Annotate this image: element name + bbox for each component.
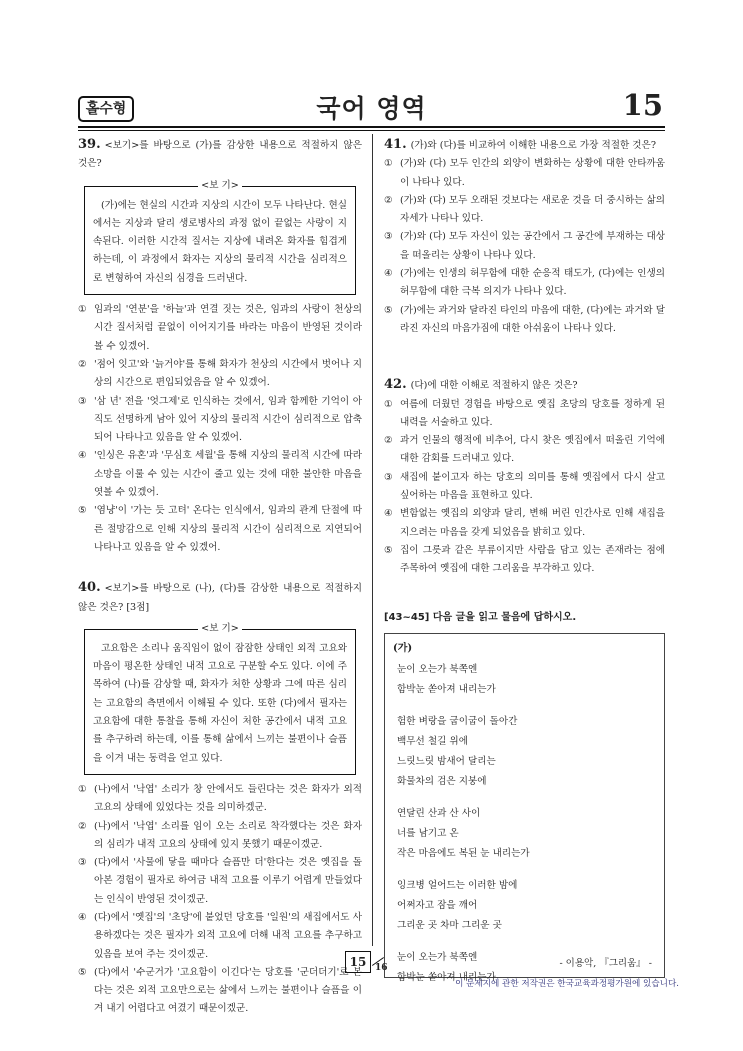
footer-page-indicator xyxy=(345,951,391,977)
poem-line: 너를 남기고 온 xyxy=(397,828,459,840)
bogi-box xyxy=(84,622,356,775)
option[interactable]: ⑤ 집이 그릇과 같은 부류이지만 사람을 담고 있는 존재라는 점에 주목하여 옛집에 대한 그리움을 부각하고 있다. xyxy=(384,544,665,575)
option[interactable]: ② (가)와 (다) 모두 오래된 것보다는 새로운 것을 더 중시하는 삶의 자세가 나타나 있다. xyxy=(384,194,665,225)
header-rule xyxy=(78,126,665,128)
copyright-notice: 이 문제지에 관한 저작권은 한국교육과정평가원에 있습니다. xyxy=(455,979,679,989)
page-number: 15 xyxy=(622,88,663,122)
option[interactable]: ② 과거 인물의 행적에 비추어, 다시 찾은 옛집에서 떠올린 기억에 대한 감회를 드러내고 있다. xyxy=(384,435,665,465)
option[interactable]: ① 임과의 '연분'을 '하늘'과 연결 짓는 것은, 임과의 사랑이 천상의 시간 질서처럼 끝없이 이어지기를 바라는 마음이 반영된 것이라 볼 수 있겠어. xyxy=(78,304,362,352)
option[interactable]: ① (가)와 (다) 모두 인간의 외양이 변화하는 상황에 대한 안타까움이 나타나 있다. xyxy=(384,158,665,188)
page-title: 국어 영역 xyxy=(316,94,427,123)
left-column xyxy=(78,136,362,1019)
question-number: 41. xyxy=(384,137,407,152)
option[interactable]: ③ (다)에서 '사물에 닿을 때마다 슬픔만 더'한다는 것은 옛집을 돌아본 경험이 필자로 하여금 내적 고요를 이루기 어렵게 만들었다는 인식이 반영된 것이겠군. xyxy=(78,857,362,905)
column-divider xyxy=(372,134,373,946)
option[interactable]: ② (나)에서 '낙엽' 소리를 임이 오는 소리로 착각했다는 것은 화자의 심리가 내적 고요의 상태에 있지 못했기 때문이겠군. xyxy=(78,820,362,850)
question-stem: (가)와 (다)를 비교하여 이해한 내용으로 가장 적절한 것은? xyxy=(410,140,656,151)
poem-line: 작은 마음에도 복된 눈 내리는가 xyxy=(397,848,530,860)
option[interactable]: ④ (다)에서 '옛집'의 '초당'에 붙었던 당호를 '일원'의 새집에서도 사용하겠다는 것은 필자가 외적 고요에 더해 내적 고요를 추구하고 있음을 보여 주는 것이겠군. xyxy=(78,911,362,960)
set-heading: [43~45] 다음 글을 읽고 물음에 답하시오. xyxy=(384,611,577,623)
option[interactable]: ③ (가)와 (다) 모두 자신이 있는 공간에서 그 공간에 부재하는 대상을 떠올리는 상황이 나타나 있다. xyxy=(384,231,665,261)
option[interactable]: ③ 새집에 붙이고자 하는 당호의 의미를 통해 옛집에서 다시 살고 싶어하는 마음을 표현하고 있다. xyxy=(384,471,665,502)
options-list xyxy=(78,781,362,1019)
option[interactable]: ① (나)에서 '낙엽' 소리가 창 안에서도 들린다는 것은 화자가 외적 고요의 상태에 있었다는 것을 의미하겠군. xyxy=(78,783,362,814)
poem-line: 연달린 산과 산 사이 xyxy=(397,808,481,820)
options-list xyxy=(384,155,665,338)
poem-line: 눈이 오는가 북쪽엔 xyxy=(397,664,478,676)
bogi-label: <보 기> xyxy=(198,180,242,191)
option[interactable]: ⑤ '염냥'이 '가는 듯 고텨' 온다는 인식에서, 임과의 관계 단절에 따른 절망감으로 인해 지상의 물리적 시간이 심리적으로 지연되어 나타나고 있음을 알 수 있겠어. xyxy=(78,505,362,553)
question-stem: <보기>를 바탕으로 (나), (다)를 감상한 내용으로 적절하지 않은 것은? [3점] xyxy=(78,583,362,613)
options-list xyxy=(78,301,362,557)
poem-passage xyxy=(384,633,665,984)
option[interactable]: ③ '삼 년' 전을 '엇그제'로 인식하는 것에서, 임과 함께한 기억이 아직도 선명하게 남아 있어 지상의 물리적 시간이 심리적으로 압축되어 나타나고 있음을 알 수 있겠어. xyxy=(78,395,362,444)
question-41 xyxy=(384,136,665,338)
question-39 xyxy=(78,136,362,557)
question-set-43-45 xyxy=(384,609,665,984)
poem-stanza xyxy=(397,712,656,792)
poem-line: 눈이 오는가 북쪽엔 xyxy=(397,952,478,964)
right-column xyxy=(384,136,665,984)
poem-line: 함박눈 쏟아져 내리는가 xyxy=(397,684,496,696)
poem-line: 험한 벼랑을 굽이굽이 돌아간 xyxy=(397,716,518,728)
poem-stanza xyxy=(397,660,656,700)
question-40 xyxy=(78,579,362,1019)
poem-line: 어쩌자고 잠을 깨어 xyxy=(397,900,478,912)
footer-page-total: 16 xyxy=(375,963,388,973)
bogi-box xyxy=(84,179,356,295)
option[interactable]: ④ (가)에는 인생의 허무함에 대한 순응적 태도가, (다)에는 인생의 허무함에 대한 극복 의지가 나타나 있다. xyxy=(384,268,665,298)
question-42 xyxy=(384,376,665,578)
option[interactable]: ⑤ (가)에는 과거와 달라진 타인의 마음에 대한, (다)에는 과거와 달라진 자신의 마음가짐에 대한 아쉬움이 나타나 있다. xyxy=(384,304,665,334)
bogi-label: <보 기> xyxy=(198,623,242,634)
question-number: 42. xyxy=(384,377,407,393)
poem-line: 느릿느릿 밤새어 달리는 xyxy=(397,756,496,768)
option[interactable]: ② '점어 잇고'와 '늙거야'를 통해 화자가 천상의 시간에서 벗어나 지상의 시간으로 편입되었음을 알 수 있겠어. xyxy=(78,358,362,389)
poem-stanza xyxy=(397,876,656,936)
options-list xyxy=(384,396,665,579)
question-stem: <보기>를 바탕으로 (가)를 감상한 내용으로 적절하지 않은 것은? xyxy=(78,140,362,170)
poem-source: - 이용악, 『그리움』 - xyxy=(559,957,652,969)
passage-tag: (가) xyxy=(393,642,413,654)
poem-stanza xyxy=(397,804,656,864)
question-number: 40. xyxy=(78,580,101,596)
header-rule-thin xyxy=(78,130,665,131)
option[interactable]: ⑤ (다)에서 '수군거가 '고요함이 이긴다'는 당호를 '군더더기'로 본다는 것은 외적 고요만으로는 삶에서 느끼는 불편이나 슬픔을 이겨 내기 어렵다고 여겼기 때문이겠군. xyxy=(78,966,362,1015)
poem-line: 함박눈 쏟아져 내리는가 xyxy=(397,972,496,984)
option[interactable]: ④ 변함없는 옛집의 외양과 달리, 변해 버린 인간사로 인해 새집을 지으려는 마음을 갖게 되었음을 밝히고 있다. xyxy=(384,508,665,538)
option[interactable]: ① 여름에 더웠던 경험을 바탕으로 옛집 초당의 당호를 정하게 된 내력을 서술하고 있다. xyxy=(384,398,665,428)
poem-line: 그리운 곳 차마 그리운 곳 xyxy=(397,920,502,932)
bogi-text: (가)에는 현실의 시간과 지상의 시간이 모두 나타난다. 현실에서는 지상과 달리 생로병사의 과정 없이 끝없는 사랑이 지속된다. 이러한 시간적 질서는 지상에 내려온 화자를 힘겹게 하는데, 이 과정에서 화자는 지상의 물리적 시간을 심리적으로 변형하여 자신의 심경을 드러낸다. xyxy=(93,199,347,284)
poem-line: 백무선 철길 위에 xyxy=(397,736,468,748)
exam-type-badge: 홀수형 xyxy=(78,96,134,122)
poem-line: 잉크병 얼어드는 이러한 밤에 xyxy=(397,880,518,892)
footer-page-number: 15 xyxy=(345,951,371,973)
question-number: 39. xyxy=(78,137,101,152)
poem-line: 화물차의 검은 지붕에 xyxy=(397,776,487,788)
question-stem: (다)에 대한 이해로 적절하지 않은 것은? xyxy=(410,380,578,392)
option[interactable]: ④ '인싱은 유혼'과 '무심호 세월'을 통해 지상의 물리적 시간에 따라 소망을 이룰 수 있는 시간이 줄고 있는 것에 대한 불안한 마음을 엿볼 수 있겠어. xyxy=(78,450,362,499)
bogi-text: 고요함은 소리나 움직임이 없이 잠잠한 상태인 외적 고요와 마음이 평온한 상태인 내적 고요로 구분할 수도 있다. 이에 주목하여 (나)를 감상할 때, 화자가 처한 상황과 그에 따른 심리는 고요함의 측면에서 이해될 수 있다. 또한 (다)에서 필자는 고요함에 대한 통찰을 통해 자신이 처한 공간에서 내적 고요를 추구하려 하는데, 이를 통해 삶에서 느끼는 불편이나 슬픔을 이겨 내는 동력을 얻고 있다. xyxy=(93,642,347,764)
